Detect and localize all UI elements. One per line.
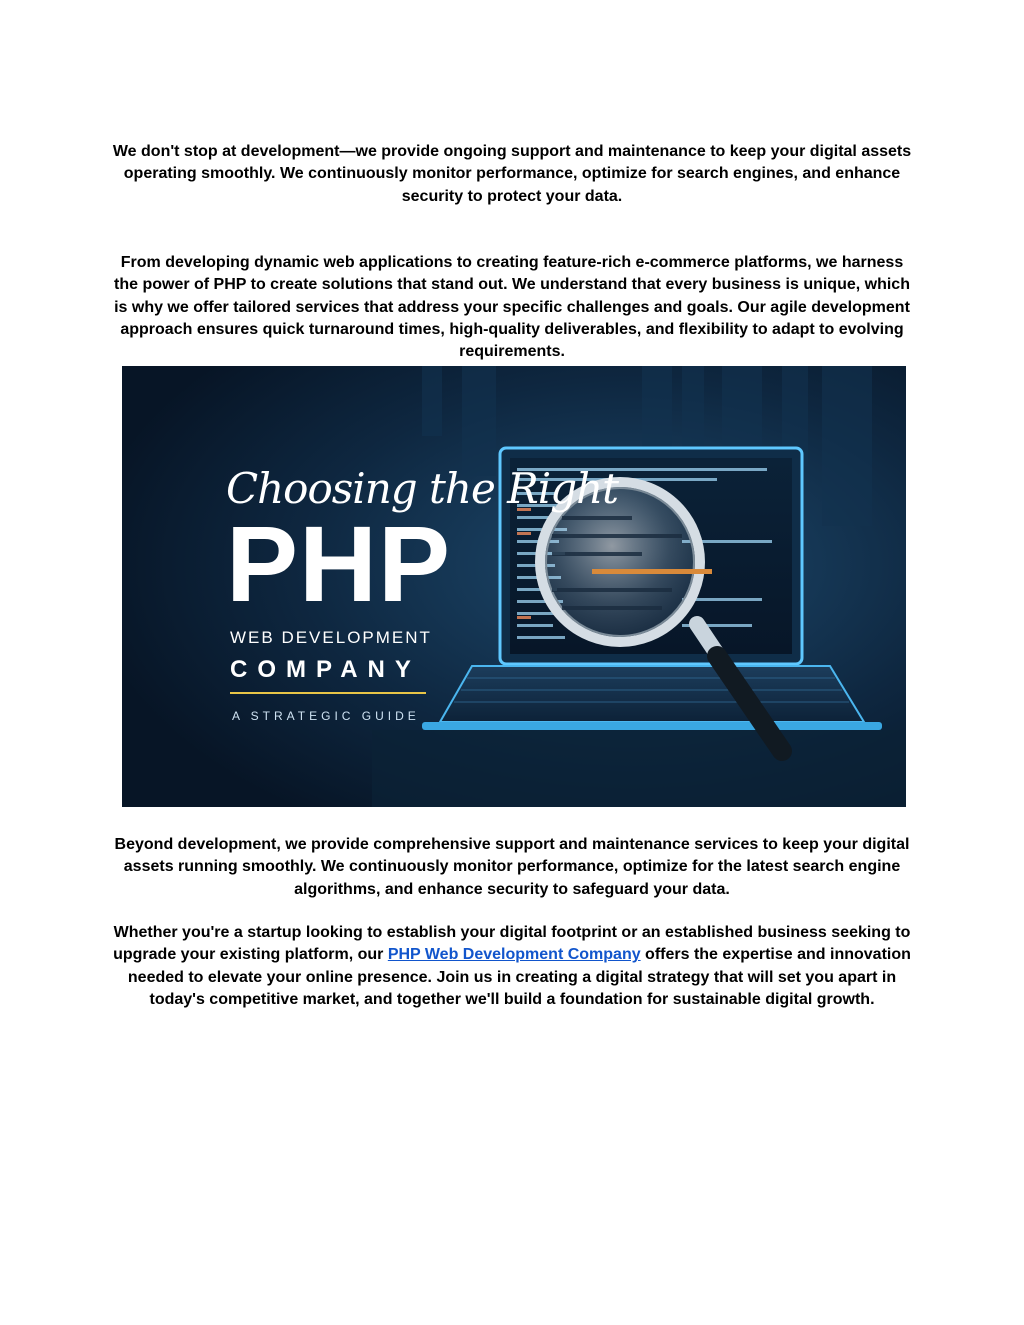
php-web-development-company-link[interactable]: PHP Web Development Company [387, 946, 641, 964]
banner-main-title: PHP [226, 503, 452, 624]
paragraph-php-solutions: From developing dynamic web applications to creating feature-rich e-commerce platforms, we harness the power of PHP to create solutions that stand out. We understand that every business is unique, which is why we offer tailored services that address your specific challenges and goals. Our agile development approach ensures quick turnaround times, high-quality deliverables, and flexibility to adapt to evolving requirements. [114, 254, 910, 361]
cta-text-after: offers the expertise and innovation needed to elevate your online presence. Join us in creating a digital strategy that will set you apart in today's competitive market, and together we'll build a foundation for sustainable digital growth. [127, 946, 911, 1008]
title-accent-line [230, 692, 426, 694]
paragraph-support: We don't stop at development—we provide ongoing support and maintenance to keep your digital assets operating smoothly. We continuously monitor performance, optimize for search engines, and enhance security to protect your data. [112, 143, 912, 205]
banner-tagline: A STRATEGIC GUIDE [232, 709, 420, 723]
cta-text-before: Whether you're a startup looking to establish your digital footprint or an established business seeking to upgrade your existing platform, our [113, 924, 911, 964]
banner-script-title: Choosing the Right [226, 464, 619, 513]
hero-banner-image [122, 366, 906, 807]
banner-company: COMPANY [230, 656, 421, 683]
paragraph-beyond-development: Beyond development, we provide comprehensive support and maintenance services to keep your digital assets running smoothly. We continuously monitor performance, optimize for the latest search engine algorithms, and enhance security to safeguard your data. [114, 836, 910, 898]
paragraph-call-to-action [110, 922, 914, 1011]
banner-subtitle: WEB DEVELOPMENT [230, 628, 432, 647]
